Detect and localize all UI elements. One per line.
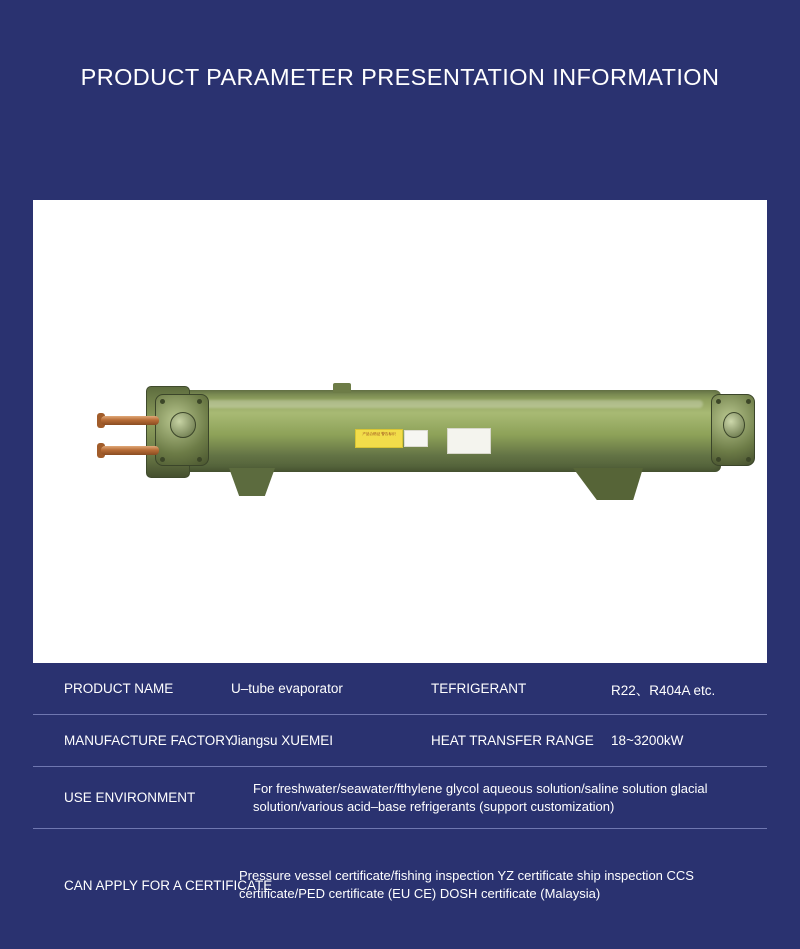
page-title: PRODUCT PARAMETER PRESENTATION INFORMATION — [80, 64, 720, 90]
specification-table — [33, 663, 767, 949]
product-image-panel — [33, 200, 767, 663]
spec-key-use-environment: USE ENVIRONMENT — [64, 790, 196, 805]
left-flange-hub — [170, 412, 196, 438]
certification-mark — [404, 430, 428, 447]
spec-key-refrigerant: TEFRIGERANT — [431, 681, 527, 696]
table-row — [33, 829, 767, 941]
bolt-icon — [197, 399, 202, 404]
right-flange-hub — [723, 412, 745, 438]
spec-sticker — [447, 428, 491, 454]
bolt-icon — [160, 457, 165, 462]
page-header — [0, 0, 800, 155]
spec-value-heat-transfer-range: 18~3200kW — [611, 733, 684, 748]
table-row — [33, 663, 767, 715]
spec-key-product-name: PRODUCT NAME — [64, 681, 174, 696]
bolt-icon — [160, 399, 165, 404]
bolt-icon — [716, 457, 721, 462]
shell-highlight — [193, 400, 703, 408]
spec-key-manufacture-factory: MANUFACTURE FACTORY — [64, 733, 234, 748]
u-tube-evaporator-photo — [33, 200, 767, 663]
spec-value-product-name: U–tube evaporator — [231, 681, 343, 696]
spec-value-certificate: Pressure vessel certificate/fishing inspection YZ certificate ship inspection CCS certificate/PED certificate (EU CE) DOSH certificate (Malaysia) — [239, 868, 694, 901]
left-support-saddle — [229, 468, 275, 496]
warning-label: 产品合格证 警告标识 — [355, 429, 403, 448]
top-nozzle — [333, 383, 351, 393]
bolt-icon — [746, 399, 751, 404]
spec-value-manufacture-factory: Jiangsu XUEMEI — [231, 733, 334, 748]
bolt-icon — [716, 399, 721, 404]
bolt-icon — [197, 457, 202, 462]
spec-key-heat-transfer-range: HEAT TRANSFER RANGE — [431, 733, 594, 748]
copper-pipe-lower — [101, 446, 159, 455]
table-row — [33, 767, 767, 829]
copper-pipe-upper — [101, 416, 159, 425]
right-support-saddle — [573, 468, 643, 500]
bolt-icon — [746, 457, 751, 462]
spec-key-certificate: CAN APPLY FOR A CERTIFICATE — [64, 877, 273, 893]
table-row — [33, 715, 767, 767]
spec-value-refrigerant: R22、R404A etc. — [611, 682, 716, 698]
spec-value-use-environment: For freshwater/seawater/fthylene glycol aqueous solution/saline solution glacial solution/various acid–base refrigerants (support customization) — [253, 780, 708, 814]
